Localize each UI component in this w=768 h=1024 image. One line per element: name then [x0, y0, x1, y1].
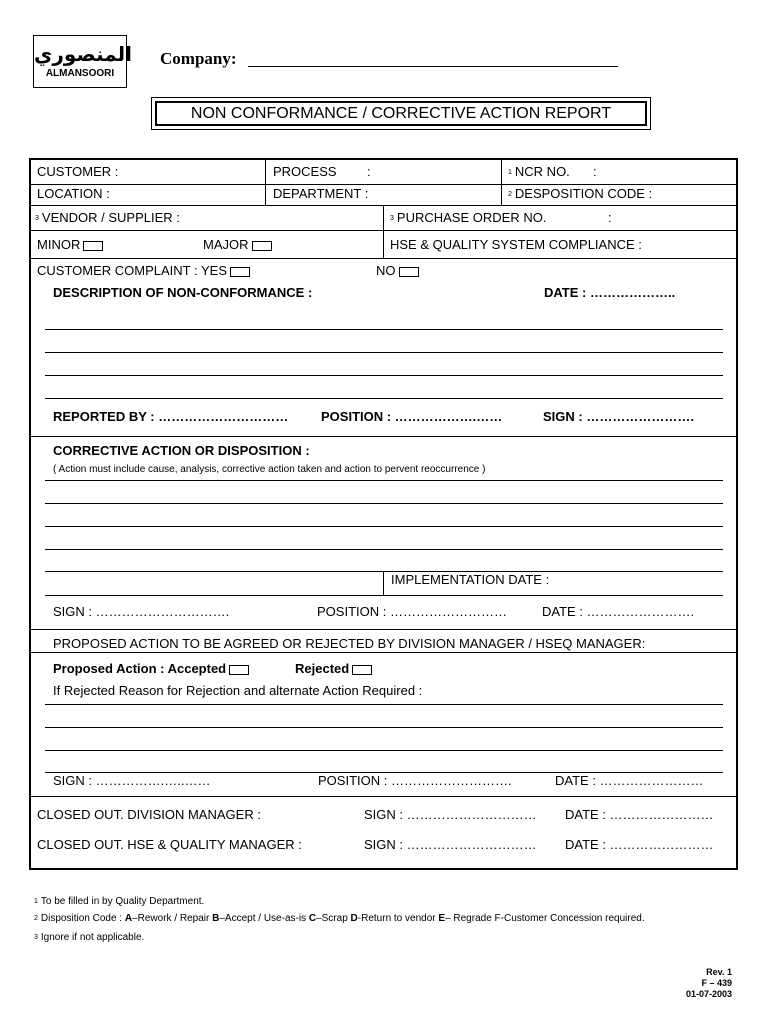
revision-number: Rev. 1 [706, 967, 732, 977]
column-divider [501, 160, 502, 205]
row-divider [31, 258, 736, 259]
corrective-line[interactable] [45, 480, 723, 481]
logo-english-text: ALMANSOORI [45, 68, 115, 79]
corrective-line[interactable] [45, 571, 723, 572]
section-divider [31, 436, 736, 437]
corrective-line[interactable] [45, 503, 723, 504]
process-colon: : [367, 164, 371, 179]
section-divider [31, 796, 736, 797]
accepted-checkbox-label: Proposed Action : Accepted [53, 661, 249, 676]
column-divider [383, 571, 384, 595]
minor-checkbox[interactable] [83, 241, 103, 251]
reported-by-field: REPORTED BY : ………………………… [53, 409, 289, 424]
accepted-checkbox[interactable] [229, 665, 249, 675]
corrective-line[interactable] [45, 549, 723, 550]
closed-division-label: CLOSED OUT. DIVISION MANAGER : [37, 807, 261, 822]
implementation-date-label: IMPLEMENTATION DATE : [391, 572, 550, 587]
corrective-line[interactable] [45, 526, 723, 527]
description-line[interactable] [45, 352, 723, 353]
description-line[interactable] [45, 375, 723, 376]
form-number: F – 439 [701, 978, 732, 988]
section-divider [31, 629, 736, 630]
logo-arabic-text: المنصوري [34, 42, 133, 66]
company-field-line[interactable] [248, 66, 618, 67]
hse-compliance-label: HSE & QUALITY SYSTEM COMPLIANCE : [390, 237, 642, 252]
complaint-no-checkbox[interactable] [399, 267, 419, 277]
major-checkbox[interactable] [252, 241, 272, 251]
corrective-position-field: POSITION : ……………………… [317, 604, 507, 619]
customer-label: CUSTOMER : [37, 164, 119, 179]
minor-checkbox-label: MINOR [37, 237, 103, 252]
proposed-sign-field: SIGN : …………….…..…… [53, 773, 211, 788]
location-label: LOCATION : [37, 186, 110, 201]
revision-date: 01-07-2003 [685, 989, 732, 999]
closed-hse-label: CLOSED OUT. HSE & QUALITY MANAGER : [37, 837, 302, 852]
complaint-no-label: NO [376, 263, 419, 278]
corrective-action-label: CORRECTIVE ACTION OR DISPOSITION : [53, 443, 310, 458]
row-divider [31, 184, 736, 185]
rejection-reason-label: If Rejected Reason for Rejection and alternate Action Required : [53, 683, 423, 698]
description-line[interactable] [45, 398, 723, 399]
proposed-position-field: POSITION : ………………………. [318, 773, 512, 788]
column-divider [265, 160, 266, 205]
purchase-order-label: 3 PURCHASE ORDER NO. [390, 210, 547, 225]
column-divider [383, 205, 384, 258]
reported-sign-field: SIGN : ……………………. [543, 409, 694, 424]
footnote-1: 1 To be filled in by Quality Department. [34, 896, 205, 907]
closed-division-sign: SIGN : ………………………… [364, 807, 537, 822]
vendor-label: 3 VENDOR / SUPPLIER : [35, 210, 180, 225]
ncr-colon: : [593, 164, 597, 179]
ncr-label: 1 NCR NO. [508, 164, 570, 179]
corrective-action-note: ( Action must include cause, analysis, corrective action taken and action to pervent reoccurrence ) [53, 464, 486, 475]
rejected-checkbox[interactable] [352, 665, 372, 675]
customer-complaint-label: CUSTOMER COMPLAINT : YES [37, 263, 250, 278]
description-label: DESCRIPTION OF NON-CONFORMANCE : [53, 285, 313, 300]
rejected-checkbox-label: Rejected [295, 661, 372, 676]
major-checkbox-label: MAJOR [203, 237, 272, 252]
purchase-order-colon: : [608, 210, 612, 225]
closed-division-date: DATE : …………………… [565, 807, 714, 822]
closed-hse-sign: SIGN : ………………………… [364, 837, 537, 852]
proposed-date-field: DATE : …………………… [555, 773, 704, 788]
report-form [29, 158, 738, 870]
footnote-3: 3 Ignore if not applicable. [34, 932, 145, 943]
corrective-line [45, 595, 723, 596]
form-title: NON CONFORMANCE / CORRECTIVE ACTION REPORT [155, 101, 647, 126]
footnote-2: 2 Disposition Code : A–Rework / Repair B–Accept / Use-as-is C–Scrap D-Return to vendor E– Regrade F-Customer Concession required. [34, 913, 645, 924]
rejection-line[interactable] [45, 750, 723, 751]
corrective-date-field: DATE : ……………………. [542, 604, 695, 619]
section-divider [31, 652, 736, 653]
complaint-yes-checkbox[interactable] [230, 267, 250, 277]
description-date: DATE : ……………….. [544, 285, 676, 300]
desposition-code-label: 2 DESPOSITION CODE : [508, 186, 653, 201]
reported-position-field: POSITION : ……………….…… [321, 409, 503, 424]
process-label: PROCESS [273, 164, 337, 179]
rejection-line[interactable] [45, 704, 723, 705]
closed-hse-date: DATE : …………………… [565, 837, 714, 852]
description-line[interactable] [45, 329, 723, 330]
department-label: DEPARTMENT : [273, 186, 369, 201]
proposed-action-heading: PROPOSED ACTION TO BE AGREED OR REJECTED BY DIVISION MANAGER / HSEQ MANAGER: [53, 636, 646, 651]
company-label: Company: [160, 49, 237, 68]
rejection-line[interactable] [45, 727, 723, 728]
corrective-sign-field: SIGN : …………………………. [53, 604, 230, 619]
title-frame [151, 97, 651, 130]
revision-block [686, 967, 732, 1000]
company-logo [33, 35, 133, 88]
